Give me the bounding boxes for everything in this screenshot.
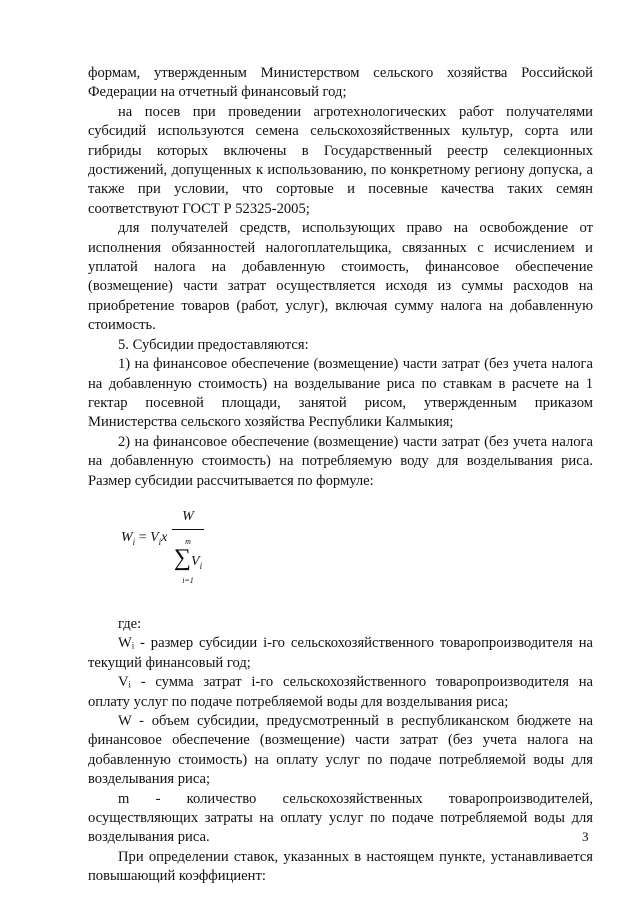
sum-lower-limit: i=1 bbox=[182, 576, 194, 586]
sum-upper-limit: m bbox=[185, 536, 191, 546]
paragraph-clause-5: 5. Субсидии предоставляются: bbox=[118, 336, 309, 353]
subsidy-formula bbox=[88, 497, 593, 615]
definition-wi: Wᵢ - размер субсидии i-го сельскохозяйственного товаропроизводителя на текущий финансовый год; bbox=[88, 635, 593, 671]
paragraph-coefficient: При определении ставок, указанных в настоящем пункте, устанавливается повышающий коэффициент: bbox=[88, 848, 593, 885]
formula-denominator: m $\sum V_i$ i=1 bbox=[166, 537, 210, 585]
definition-vi: Vᵢ - сумма затрат i-го сельскохозяйственного товаропроизводителя на оплату услуг по подаче потребляемой воды для возделывания риса; bbox=[88, 674, 593, 710]
definition-w: W - объем субсидии, предусмотренный в республиканском бюджете на финансовое обеспечение (возмещение) части затрат (без учета налога на добавленную стоимость) на оплату услуг по подаче потребляемой воды для возделывания риса; bbox=[88, 712, 593, 788]
paragraph-vat: для получателей средств, использующих право на освобождение от исполнения обязанностей налогоплательщика, связанных с исчислением и уплатой налога на добавленную стоимость, финансовое обеспечение (возмещение) части затрат осуществляется исходя из суммы расходов на приобретение товаров (работ, услуг), включая сумму налога на добавленную стоимость. bbox=[88, 220, 593, 334]
where-label: где: bbox=[118, 615, 142, 632]
page-number: 3 bbox=[582, 829, 589, 844]
formula-lhs: $W_i = V_ix$ bbox=[121, 529, 168, 547]
sigma-symbol: ∑ bbox=[173, 544, 192, 571]
formula-fraction bbox=[172, 507, 204, 530]
paragraph-item-2: 2) на финансовое обеспечение (возмещение) части затрат (без учета налога на добавленную стоимость) на потребляемую воду для возделывания риса. Размер субсидии рассчитывается по формуле: bbox=[88, 433, 593, 489]
document-page bbox=[88, 64, 593, 887]
paragraph-item-1: 1) на финансовое обеспечение (возмещение) части затрат (без учета налога на добавленную стоимость) на возделывание риса по ставкам в расчете на 1 гектар посевной площади, занятой рисом, утвержденным приказом Министерства сельского хозяйства Республики Калмыкия; bbox=[88, 356, 593, 431]
paragraph-intro: формам, утвержденным Министерством сельского хозяйства Российской Федерации на отчетный финансовый год; bbox=[88, 65, 593, 101]
definition-m: m - количество сельскохозяйственных товаропроизводителей, осуществляющих затраты на оплату услуг по подаче потребляемой воды для возделывания риса. bbox=[88, 790, 593, 846]
formula-numerator: W bbox=[182, 508, 194, 524]
paragraph-seeds: на посев при проведении агротехнологических работ получателями субсидий используются семена сельскохозяйственных культур, сорта или гибриды которых включены в Государственный реестр селекционных достижений, допущенных к использованию, по конкретному региону допуска, а также при условии, что сортовые и посевные качества таких семян соответствуют ГОСТ Р 52325-2005; bbox=[88, 103, 593, 217]
fraction-bar bbox=[172, 529, 204, 530]
